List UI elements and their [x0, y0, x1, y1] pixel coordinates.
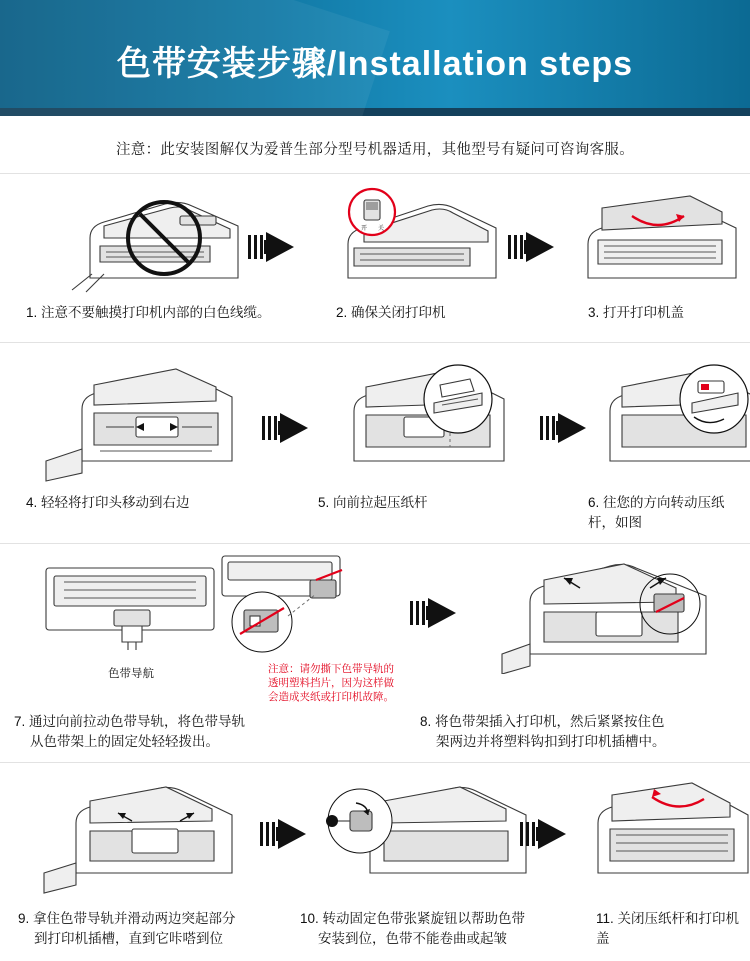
step-caption-9: 9. 拿住色带导轨并滑动两边突起部分: [18, 911, 236, 926]
steps-row-1: [0, 173, 750, 342]
step-7-detail-illustration: [214, 550, 374, 660]
header-bottom-bar: [0, 108, 750, 116]
step-caption-3: 3. 打开打印机盖: [588, 305, 685, 320]
step-caption-5: 5. 向前拉起压纸杆: [318, 495, 428, 510]
arrow-icon-3: [262, 413, 320, 443]
steps-row-2: [0, 342, 750, 543]
step-caption-8: 8. 将色带架插入打印机，然后紧紧按住色: [420, 714, 665, 729]
step-caption-4: 4. 轻轻将打印头移动到右边: [26, 495, 190, 510]
arrow-icon-4: [540, 413, 598, 443]
svg-text:关: 关: [378, 226, 385, 232]
warning-text: 注意：请勿撕下色带导轨的透明塑料挡片，因为这样做会造成夹纸或打印机故障。: [268, 663, 394, 704]
step-8-illustration: [500, 554, 730, 674]
step-11-illustration: [582, 777, 750, 897]
steps-row-3: [0, 543, 750, 762]
step-caption-10b: 安装到位，色带不能卷曲或起皱: [318, 931, 507, 946]
step-caption-7: 7. 通过向前拉动色带导轨，将色带导轨: [14, 714, 246, 729]
step-9-illustration: [36, 777, 256, 897]
step-caption-11: 11. 关闭压纸杆和打印机盖: [596, 911, 740, 946]
step-2-illustration: [320, 186, 510, 296]
arrow-icon-2: [508, 232, 566, 262]
step-10-illustration: [312, 777, 542, 897]
step-caption-7b: 从色带架上的固定处轻轻拨出。: [30, 734, 219, 749]
steps-row-4: [0, 762, 750, 953]
arrow-icon-7: [520, 819, 578, 849]
step-caption-8b: 架两边并将塑料钩扣到打印机插槽中。: [436, 734, 666, 749]
step-5-illustration: [330, 357, 530, 487]
arrow-icon-1: [248, 232, 306, 262]
svg-text:开: 开: [361, 226, 368, 232]
step-caption-1: 1. 注意不要触摸打印机内部的白色线缆。: [26, 305, 271, 320]
step-caption-2: 2. 确保关闭打印机: [336, 305, 446, 320]
step-7-cartridge-illustration: [36, 558, 226, 658]
step-3-illustration: [572, 186, 750, 296]
step-4-illustration: [36, 357, 256, 487]
step-caption-9b: 到打印机插槽，直到它咔嗒到位: [34, 931, 223, 946]
arrow-icon-6: [260, 819, 318, 849]
page-header: [0, 0, 750, 116]
arrow-icon-5: [410, 598, 468, 628]
step-caption-6: 6. 往您的方向转动压纸杆，如图: [588, 495, 725, 530]
notice-text: 注意：此安装图解仅为爱普生部分型号机器适用，其他型号有疑问可咨询客服。: [116, 142, 634, 158]
step-6-illustration: [598, 357, 750, 487]
step-1-illustration: [60, 186, 250, 296]
step-caption-10: 10. 转动固定色带张紧旋钮以帮助色带: [300, 911, 526, 926]
ribbon-guide-label: 色带导航: [108, 668, 154, 680]
page-title: 色带安装步骤/Installation steps: [116, 45, 634, 83]
